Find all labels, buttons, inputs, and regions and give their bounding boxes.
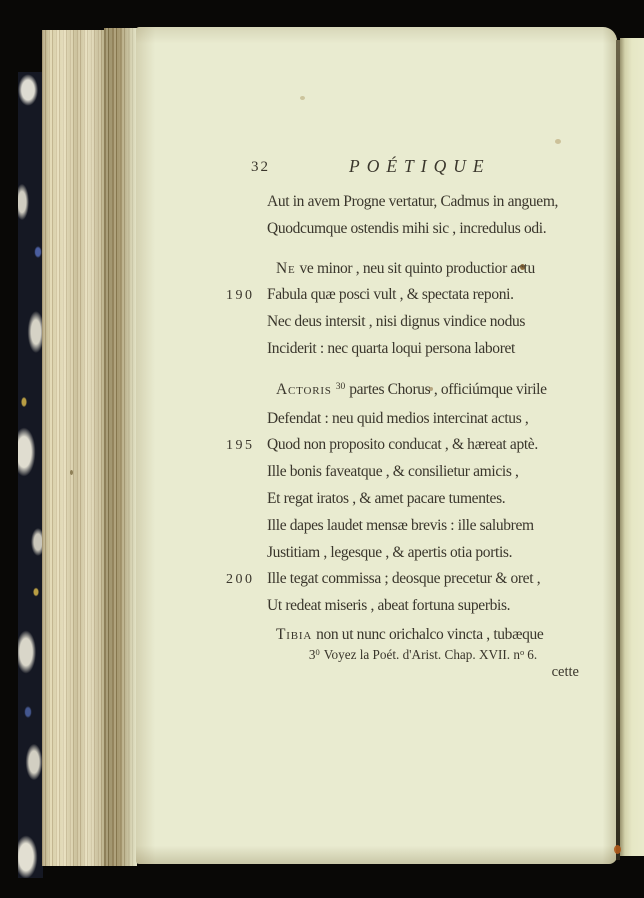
verse-block	[267, 622, 583, 649]
verse-line	[267, 622, 583, 649]
verse-line	[267, 513, 583, 540]
foxing-spot	[70, 470, 73, 475]
footnote-marker-superscript: 0	[315, 647, 320, 657]
verse-line-number: 190	[226, 288, 255, 304]
verse-line	[226, 432, 583, 459]
verse-line	[267, 189, 583, 216]
page-header	[245, 156, 585, 182]
verse-text: Ille dapes laudet mensæ brevis : ille salubrem	[267, 516, 534, 534]
verse-text: Ut redeat miseris , abeat fortuna superbis.	[267, 597, 511, 615]
verse-text: Justitiam , legesque , & apertis otia portis.	[267, 543, 513, 561]
verse-line-number: 200	[226, 572, 255, 588]
verse-text: Aut in avem Progne vertatur, Cadmus in anguem,	[267, 193, 559, 210]
footnote-text: Voyez la Poét. d'Arist. Chap. XVII. n	[323, 647, 520, 662]
verse-text: Defendat : neu quid medios intercinat actus ,	[267, 409, 529, 427]
footnote-marker: 3	[308, 647, 316, 662]
verse-lead-smallcaps: Actoris	[276, 380, 332, 398]
verse-line	[267, 540, 583, 567]
verse-lead-smallcaps: Ne	[276, 259, 296, 277]
footnote-text-tail: 6.	[527, 647, 538, 662]
verse-line	[267, 406, 583, 433]
footnote-ordinal-superscript: o	[519, 647, 525, 657]
verse-text-column	[226, 189, 583, 649]
verse-line	[267, 486, 583, 513]
verse-text: ve minor , neu sit quinto productior actu	[299, 259, 535, 277]
verse-line	[226, 282, 583, 309]
verse-line	[267, 256, 583, 283]
verse-text: Nec deus intersit , nisi dignus vindice nodus	[267, 313, 526, 331]
running-title: POÉTIQUE	[349, 156, 491, 176]
verse-block	[226, 377, 583, 620]
verse-line	[267, 459, 583, 486]
verse-text: Ille bonis faveatque , & consilietur amicis ,	[267, 463, 519, 481]
verse-line	[267, 309, 583, 336]
verse-text: Ille tegat commissa ; deosque precetur & oret ,	[267, 570, 541, 588]
verse-block	[226, 256, 583, 363]
verse-line	[267, 593, 583, 620]
footnote	[267, 647, 579, 663]
verse-text: Inciderit : nec quarta loqui persona laboret	[267, 339, 515, 357]
page-number: 32	[251, 159, 270, 175]
facing-page-edge	[620, 38, 644, 856]
foxing-spot	[300, 96, 305, 100]
verse-text: partes Chorus , officiúmque virile	[349, 380, 547, 398]
footnote-reference: 30	[335, 381, 346, 392]
page-stack-crease	[104, 28, 137, 866]
foxing-spot	[555, 139, 561, 144]
page-stack-fore-edge	[42, 30, 104, 866]
verse-line	[267, 336, 583, 363]
verse-line	[267, 216, 583, 243]
verse-line-number: 195	[226, 438, 255, 454]
verse-text: Quodcumque ostendis mihi sic , incredulus odi.	[267, 219, 547, 237]
verse-text: Et regat iratos , & amet pacare tumentes.	[267, 489, 506, 507]
verse-text: Quod non proposito conducat , & hæreat aptè.	[267, 436, 538, 454]
verse-text: non ut nunc orichalco vincta , tubæque	[316, 625, 544, 643]
verse-line	[226, 566, 583, 593]
verse-text: Fabula quæ posci vult , & spectata reponi.	[267, 286, 514, 304]
verse-lead-smallcaps: Tibia	[276, 625, 313, 643]
verse-line	[267, 377, 583, 406]
marbled-cover-edge	[18, 72, 43, 878]
catchword: cette	[551, 664, 579, 680]
verse-block	[267, 189, 583, 243]
gutter-stain	[614, 845, 621, 854]
